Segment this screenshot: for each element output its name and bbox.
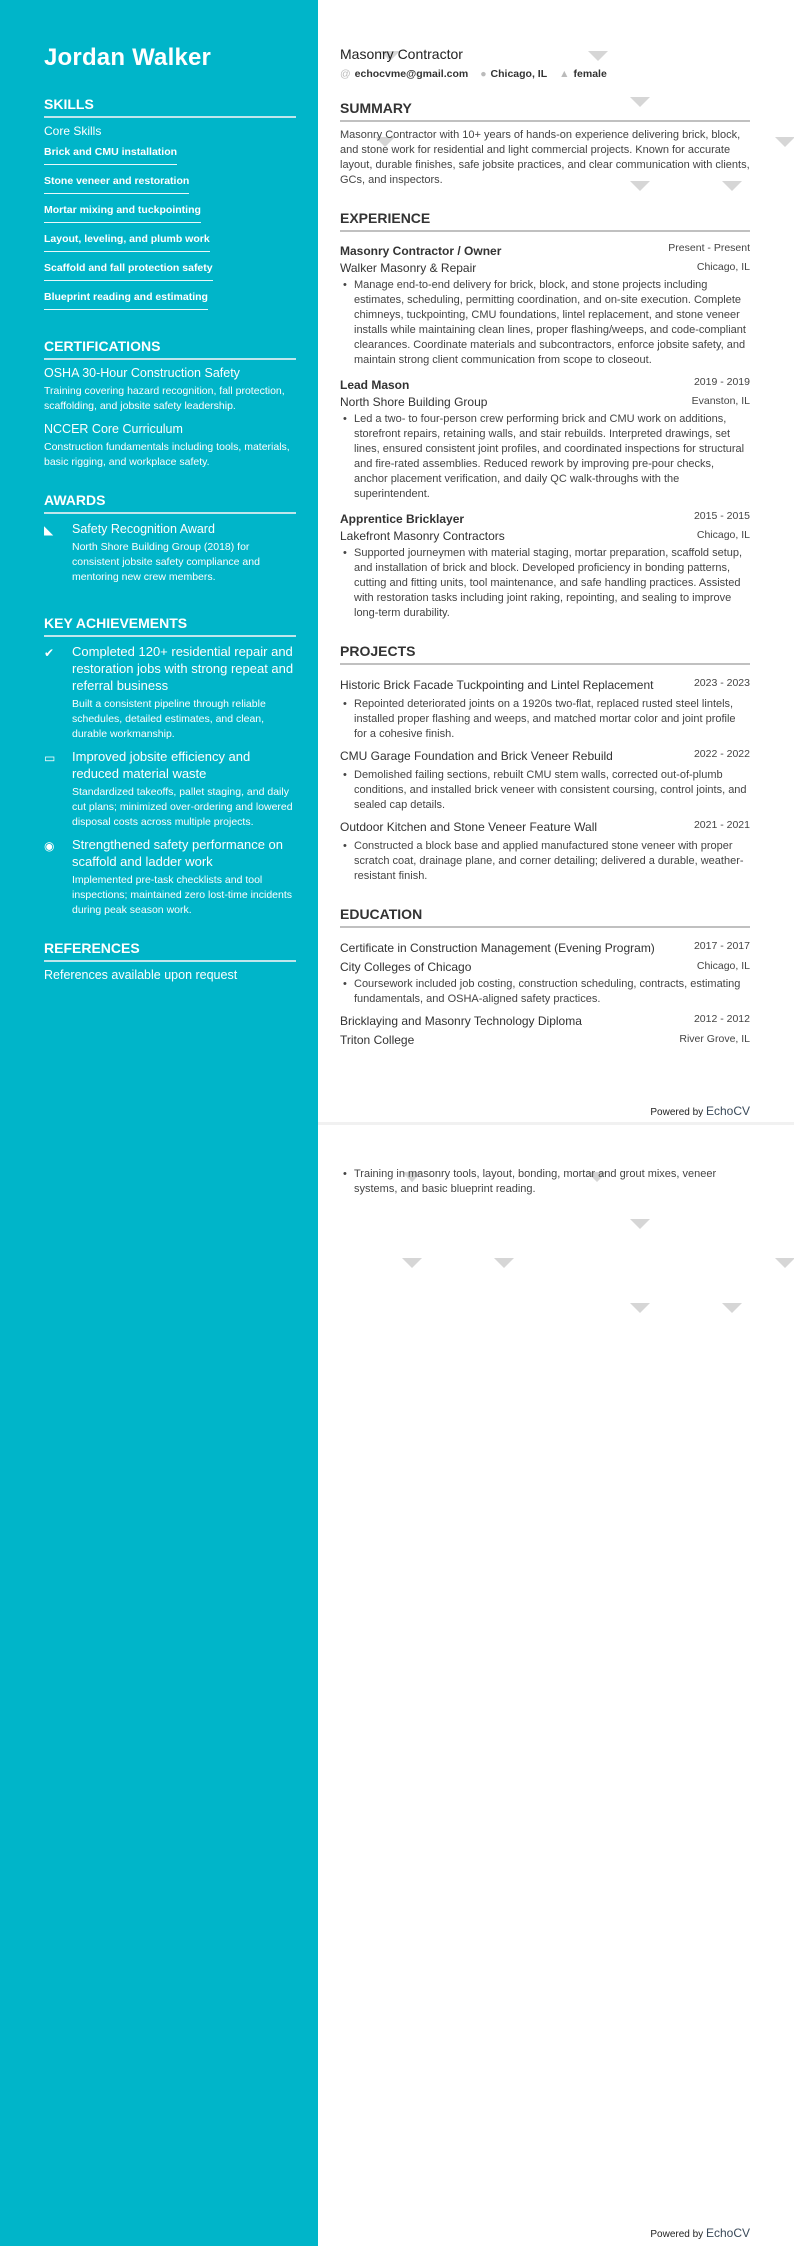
decorative-triangle — [775, 137, 794, 147]
achievement-item — [44, 748, 296, 830]
experience-item — [340, 372, 750, 502]
page-break — [318, 1122, 794, 1125]
bullet-point: • Coursework included job costing, construction scheduling, contracts, estimating fundamentals, and OSHA-aligned safety practices. — [340, 977, 750, 1007]
degree-title: Bricklaying and Masonry Technology Diploma — [340, 1014, 582, 1028]
candidate-name: Jordan Walker — [44, 44, 212, 71]
section-heading: SKILLS — [44, 96, 296, 118]
award-title: Safety Recognition Award — [72, 522, 215, 536]
certification-title: OSHA 30-Hour Construction Safety — [44, 366, 240, 380]
battery-icon: ▭ — [44, 751, 56, 765]
location: River Grove, IL — [679, 1032, 750, 1045]
achievement-description: Implemented pre-task checklists and tool inspections; maintained zero lost-time incidents during peak season work. — [72, 874, 293, 916]
brand-name: EchoCV — [705, 2226, 750, 2240]
project-item — [340, 742, 750, 813]
skill-item: Stone veneer and restoration — [44, 175, 189, 194]
date-range: 2012 - 2012 — [693, 1012, 750, 1025]
projects-section — [340, 643, 750, 884]
check-circle-icon: ✔ — [44, 646, 55, 660]
powered-by-label: Powered by — [650, 2229, 704, 2240]
degree-title: Certificate in Construction Management (Evening Program) — [340, 941, 655, 955]
location: Chicago, IL — [696, 528, 750, 541]
section-heading: EXPERIENCE — [340, 210, 750, 232]
education-item — [340, 1007, 750, 1047]
achievement-description: Standardized takeoffs, pallet staging, and daily cut plans; minimized over-ordering and lowered disposal costs across multiple projects. — [72, 786, 293, 828]
location: Evanston, IL — [691, 394, 750, 407]
at-icon: @ — [340, 68, 351, 80]
brand-name: EchoCV — [705, 1104, 750, 1118]
skill-item: Scaffold and fall protection safety — [44, 262, 213, 281]
decorative-triangle — [630, 1303, 650, 1313]
section-heading: PROJECTS — [340, 643, 750, 665]
bullet-point: • Led a two- to four-person crew performing brick and CMU work on additions, storefront repairs, retaining walls, and stair rebuilds. Interpreted drawings, set lines, ensured consistent joint profiles, and coordinated inspections for structural and fire-rated assemblies. Reduced rework by improving pre-pour checks, anchor placement verification, and daily QC walk-throughs with the superintendent. — [340, 412, 750, 502]
bullet-point: • Training in masonry tools, layout, bonding, mortar and grout mixes, veneer systems, and basic blueprint reading. — [340, 1167, 750, 1197]
experience-item — [340, 506, 750, 621]
references-text: References available upon request — [44, 968, 238, 982]
skills-section — [44, 96, 296, 316]
person-icon: ▲ — [559, 68, 570, 80]
date-range: 2021 - 2021 — [693, 818, 750, 831]
contact-gender — [559, 68, 607, 80]
company-name: North Shore Building Group — [340, 395, 488, 409]
certification-description: Construction fundamentals including tools, materials, basic rigging, and workplace safety. — [44, 441, 290, 468]
gender-text: female — [573, 68, 607, 80]
decorative-triangle — [775, 1258, 794, 1268]
company-name: Lakefront Masonry Contractors — [340, 529, 505, 543]
decorative-triangle — [722, 1303, 742, 1313]
skill-item: Layout, leveling, and plumb work — [44, 233, 210, 252]
location-pin-icon: ● — [480, 68, 487, 80]
bullet-point: • Constructed a block base and applied manufactured stone veneer with proper scratch coat, drainage plane, and corner detailing; delivered a durable, weather-resistant finish. — [340, 839, 750, 884]
position-title: Lead Mason — [340, 378, 410, 392]
page-two-content — [340, 1164, 750, 1197]
section-heading: REFERENCES — [44, 940, 296, 962]
project-item — [340, 813, 750, 884]
date-range: 2015 - 2015 — [693, 510, 750, 522]
achievement-item — [44, 643, 296, 742]
school-name: Triton College — [340, 1033, 415, 1047]
location: Chicago, IL — [696, 959, 750, 972]
position-title: Apprentice Bricklayer — [340, 512, 465, 526]
skill-item: Brick and CMU installation — [44, 146, 177, 165]
achievement-title: Completed 120+ residential repair and restoration jobs with strong repeat and referral business — [72, 644, 294, 693]
date-range: Present - Present — [668, 242, 750, 254]
project-title: CMU Garage Foundation and Brick Veneer Rebuild — [340, 749, 613, 763]
skill-item: Blueprint reading and estimating — [44, 291, 208, 310]
section-heading: EDUCATION — [340, 906, 750, 928]
bullet-point: • Supported journeymen with material staging, mortar preparation, scaffold setup, and installation of brick and block. Developed proficiency in bonding patterns, cutting and fitting units, tool maintenance, and safe handling practices. Assisted with restoration tasks including joint raking, repointing, and sealing to improve long-term durability. — [340, 546, 750, 621]
contact-info — [340, 68, 750, 80]
main-content — [340, 46, 750, 1069]
date-range: 2019 - 2019 — [693, 376, 750, 388]
sidebar — [0, 0, 318, 2246]
award-description: North Shore Building Group (2018) for consistent jobsite safety compliance and mentoring new crew members. — [72, 541, 260, 583]
achievement-title: Strengthened safety performance on scaffold and ladder work — [72, 837, 284, 869]
project-title: Historic Brick Facade Tuckpointing and Lintel Replacement — [340, 678, 654, 692]
school-name: City Colleges of Chicago — [340, 960, 472, 974]
date-range: 2017 - 2017 — [693, 939, 750, 952]
education-item — [340, 934, 750, 1007]
experience-section — [340, 210, 750, 621]
date-range: 2023 - 2023 — [693, 676, 750, 689]
certification-title: NCCER Core Curriculum — [44, 422, 183, 436]
contact-email[interactable] — [340, 68, 468, 80]
powered-by-label: Powered by — [650, 1107, 704, 1118]
powered-by-footer[interactable] — [650, 2226, 750, 2240]
achievement-title: Improved jobsite efficiency and reduced material waste — [72, 749, 251, 781]
references-section — [44, 940, 296, 982]
summary-section — [340, 100, 750, 188]
project-item — [340, 671, 750, 742]
job-title-header: Masonry Contractor — [340, 46, 463, 62]
section-heading: SUMMARY — [340, 100, 750, 122]
decorative-triangle — [494, 1258, 514, 1268]
position-title: Masonry Contractor / Owner — [340, 244, 502, 258]
camera-icon: ◉ — [44, 839, 55, 853]
bullet-point: • Repointed deteriorated joints on a 1920s two-flat, replaced rusted steel lintels, installed proper flashing and weeps, and matched mortar color and joint profile for a cohesive finish. — [340, 697, 750, 742]
company-name: Walker Masonry & Repair — [340, 261, 477, 275]
date-range: 2022 - 2022 — [693, 747, 750, 760]
awards-section — [44, 492, 296, 593]
certification-description: Training covering hazard recognition, fall protection, scaffolding, and jobsite safety leadership. — [44, 385, 285, 412]
education-section — [340, 906, 750, 1047]
section-heading: KEY ACHIEVEMENTS — [44, 615, 296, 637]
email-text: echocvme@gmail.com — [354, 68, 469, 80]
skill-group-title: Core Skills — [44, 124, 102, 138]
contact-location — [480, 68, 547, 80]
experience-item — [340, 238, 750, 368]
bullet-point: • Demolished failing sections, rebuilt CMU stem walls, corrected out-of-plumb conditions, and installed brick veneer with consistent coursing, control joints, and sealed cap details. — [340, 768, 750, 813]
location: Chicago, IL — [696, 260, 750, 273]
certifications-section — [44, 338, 296, 470]
decorative-triangle — [630, 1219, 650, 1229]
section-heading: CERTIFICATIONS — [44, 338, 296, 360]
powered-by-footer[interactable] — [650, 1104, 750, 1118]
award-item — [44, 520, 296, 593]
project-title: Outdoor Kitchen and Stone Veneer Feature Wall — [340, 820, 598, 834]
location-text: Chicago, IL — [490, 68, 548, 80]
achievement-description: Built a consistent pipeline through reliable schedules, detailed estimates, and clean, durable workmanship. — [72, 698, 266, 740]
award-icon: ◣ — [44, 523, 54, 537]
section-heading: AWARDS — [44, 492, 296, 514]
achievement-item — [44, 836, 296, 918]
decorative-triangle — [402, 1258, 422, 1268]
summary-text: Masonry Contractor with 10+ years of hands-on experience delivering brick, block, and stone work for residential and light commercial projects. Known for accurate layout, durable finishes, safe jobsite practices, and clear communication with clients, GCs, and inspectors. — [340, 129, 750, 186]
bullet-point: • Manage end-to-end delivery for brick, block, and stone projects including estimates, scheduling, permitting coordination, and on-site execution. Complete chimneys, tuckpointing, CMU foundations, lintel replacement, and stone veneer installs while maintaining clean lines, proper flashing/weeps, and code-compliant clearances. Coordinate materials and subcontractors, enforce jobsite safety, and maintain strong client communication from scope to closeout. — [340, 278, 750, 368]
skill-item: Mortar mixing and tuckpointing — [44, 204, 201, 223]
achievements-section — [44, 615, 296, 918]
